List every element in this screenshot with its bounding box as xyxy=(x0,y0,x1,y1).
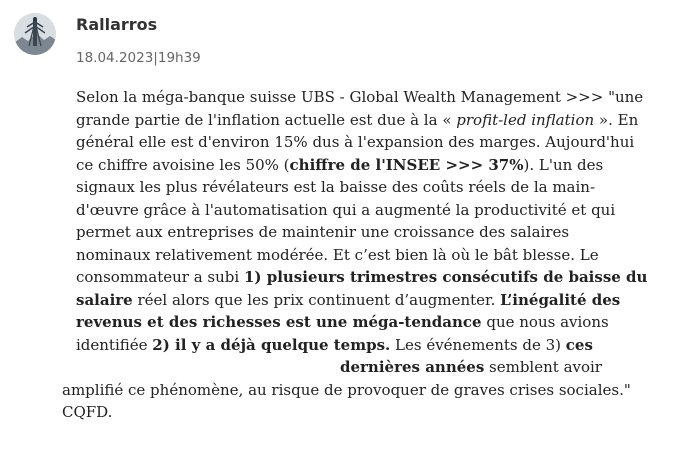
bold-text: revenus et des richesses est une méga-tendance xyxy=(76,313,482,331)
comment-line xyxy=(76,334,593,357)
text-run: identifiée xyxy=(76,335,153,354)
comment-line xyxy=(76,199,615,222)
italic-text: profit-led inflation xyxy=(456,110,595,129)
bold-text: chiffre de l'INSEE >>> 37% xyxy=(289,155,524,174)
bold-text: dernières années xyxy=(340,358,485,376)
avatar[interactable] xyxy=(14,13,56,55)
bold-text: ces xyxy=(565,335,593,354)
text-run: signaux les plus révélateurs est la baisse des coûts réels de la main- xyxy=(76,178,596,196)
text-run: ). L'un des xyxy=(523,155,604,174)
text-run: Selon la méga-banque suisse UBS - Global Wealth Management >>> "une xyxy=(76,88,644,106)
text-run: ». En xyxy=(594,110,639,129)
bold-text: 1) plusieurs trimestres consécutifs de baisse du xyxy=(243,268,648,286)
text-run: semblent avoir xyxy=(484,358,602,376)
text-run: nominaux relativement modérée. Et c’est bien là où le bât blesse. Le xyxy=(76,245,599,264)
comment-line xyxy=(340,356,602,379)
text-run: CQFD. xyxy=(62,403,113,421)
text-run: amplifié ce phénomène, au risque de provoquer de graves crises sociales." xyxy=(62,380,631,399)
text-run: grande partie de l'inflation actuelle est due à la « xyxy=(76,110,457,129)
text-run: réel alors que les prix continuent d’augmenter. xyxy=(132,290,501,309)
comment-time: 19h39 xyxy=(157,50,201,66)
comment-date: 18.04.2023 xyxy=(76,50,154,66)
comment-line xyxy=(76,311,609,334)
comment-line xyxy=(76,176,595,199)
text-run: permet aux entreprises de maintenir une croissance des salaires xyxy=(76,223,570,241)
comment-line xyxy=(76,109,638,132)
comment-line xyxy=(76,266,647,289)
text-run: général elle est d'environ 15% dus à l'expansion des marges. Aujourd'hui xyxy=(76,133,635,151)
comment-line xyxy=(76,244,599,267)
text-run: consommateur a subi xyxy=(76,268,244,286)
text-run: ce chiffre avoisine les 50% ( xyxy=(76,155,290,174)
author-name[interactable]: Rallarros xyxy=(76,15,158,34)
comment-line xyxy=(76,154,603,177)
avatar-icon xyxy=(14,13,56,55)
bold-text: salaire xyxy=(76,290,133,309)
text-run: que nous avions xyxy=(481,313,609,331)
text-run: d'œuvre grâce à l'automatisation qui a augmenté la productivité et qui xyxy=(76,200,616,219)
bold-text: 2) il y a déjà quelque temps. xyxy=(152,335,391,354)
comment-line xyxy=(62,379,631,402)
comment-line xyxy=(76,131,634,154)
comment-line xyxy=(76,221,569,244)
meta-separator: | xyxy=(153,50,158,66)
comment-line xyxy=(62,401,112,424)
comment-line xyxy=(76,86,643,109)
comment-meta xyxy=(76,49,201,67)
bold-text: L’inégalité des xyxy=(500,290,621,309)
comment-line xyxy=(76,289,620,312)
text-run: Les événements de 3) xyxy=(390,335,566,354)
